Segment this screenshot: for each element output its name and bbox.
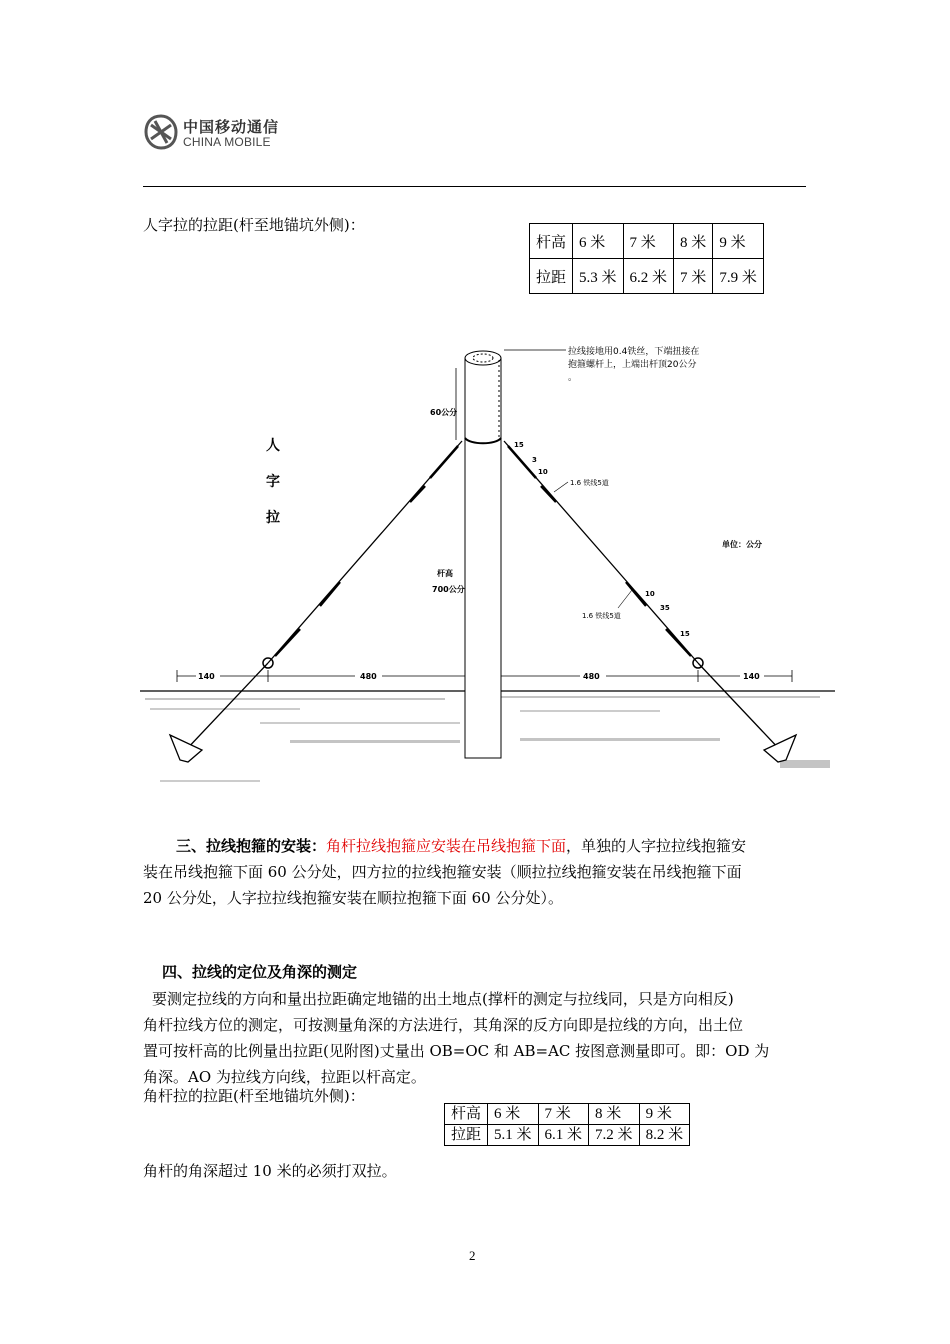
side-label-char3: 拉 (266, 510, 280, 526)
china-mobile-logo-icon (143, 113, 179, 151)
section4-line1: 要测定拉线的方向和量出拉距确定地锚的出土地点(撑杆的测定与拉线同，只是方向相反) (152, 990, 734, 1008)
table-cell: 拉距 (445, 1125, 488, 1146)
renzi-pull-diagram (140, 330, 835, 800)
table-cell: 7 米 (538, 1104, 589, 1125)
side-label-char1: 人 (266, 438, 280, 454)
double-pull-note: 角杆的角深超过 10 米的必须打双拉。 (143, 1162, 397, 1180)
section3-line3: 20 公分处，人字拉拉线抱箍安装在顺拉抱箍下面 60 公分处）。 (143, 889, 563, 907)
wire-label-top-arrow (554, 482, 568, 492)
section4-line4: 角深。AO 为拉线方向线，拉距以杆高定。 (143, 1068, 426, 1086)
table-cell: 7.2 米 (589, 1125, 640, 1146)
table-cell: 5.1 米 (488, 1125, 539, 1146)
table-cell: 6.1 米 (538, 1125, 589, 1146)
section4-paragraph (143, 986, 813, 1090)
dim-140-left: 140 (198, 672, 215, 681)
table-cell: 6 米 (488, 1104, 539, 1125)
right-anchor (764, 735, 796, 762)
table-cell: 8 米 (589, 1104, 640, 1125)
left-anchor (170, 735, 202, 762)
dim-15-bottom: 15 (680, 630, 690, 638)
section3-red-text: 角杆拉线抱箍应安装在吊线抱箍下面 (326, 837, 567, 855)
table-cell: 拉距 (530, 259, 573, 294)
table-row (445, 1104, 690, 1125)
logo-english-text: CHINA MOBILE (183, 135, 271, 149)
table-cell: 9 米 (639, 1104, 690, 1125)
corner-pull-caption: 角杆拉的拉距(杆至地锚坑外侧)： (143, 1087, 365, 1105)
dim-140-right: 140 (743, 672, 760, 681)
left-guy-wire (184, 441, 462, 752)
dim-35: 35 (660, 604, 670, 612)
section3-line2: 装在吊线抱箍下面 60 公分处，四方拉的拉线抱箍安装（顺拉拉线抱箍安装在吊线抱箍下面 (143, 863, 742, 881)
table-row (445, 1125, 690, 1146)
renzi-pull-table (529, 223, 764, 294)
table-cell: 杆高 (530, 224, 573, 259)
page-number: 2 (469, 1248, 476, 1263)
table-cell: 7 米 (623, 224, 674, 259)
section4-title: 四、拉线的定位及角深的测定 (162, 963, 358, 981)
dim-10-top: 10 (538, 468, 548, 476)
wire-label-bottom: 1.6 铁线5道 (582, 612, 621, 620)
dim-10-bottom: 10 (645, 590, 655, 598)
table-row (530, 259, 764, 294)
table-cell: 7.9 米 (713, 259, 764, 294)
ground-wire-note-line3: 。 (568, 373, 578, 383)
section4-line2: 角杆拉线方位的测定，可按测量角深的方法进行，其角深的反方向即是拉线的方向，出土位 (143, 1016, 744, 1034)
side-label-char2: 字 (266, 474, 280, 490)
renzi-pull-caption: 人字拉的拉距(杆至地锚坑外侧)： (143, 216, 365, 234)
wire-label-top: 1.6 铁线5道 (570, 479, 609, 487)
section3-paragraph (143, 833, 813, 911)
section3-line1-tail: ，单独的人字拉拉线抱箍安 (566, 837, 747, 855)
header-divider (143, 186, 806, 187)
wire-label-bottom-arrow (618, 590, 632, 608)
table-cell: 8.2 米 (639, 1125, 690, 1146)
table-row (530, 224, 764, 259)
table-cell: 8 米 (674, 224, 713, 259)
table-cell: 7 米 (674, 259, 713, 294)
pole-height-value: 700公分 (432, 585, 465, 594)
table-cell: 9 米 (713, 224, 764, 259)
dim-60-label: 60公分 (430, 408, 458, 417)
table-cell: 杆高 (445, 1104, 488, 1125)
table-cell: 6.2 米 (623, 259, 674, 294)
pole-height-label: 杆高 (437, 569, 453, 578)
china-mobile-logo (143, 113, 303, 153)
dim-480-right: 480 (583, 672, 600, 681)
logo-chinese-text: 中国移动通信 (183, 118, 280, 136)
section3-title: 三、拉线抱箍的安装： (176, 837, 327, 855)
ground-wire-note-line1: 拉线接地用0.4铁丝，下端扭接在 (568, 347, 700, 357)
right-guy-wire (504, 441, 782, 752)
unit-label: 单位：公分 (722, 540, 762, 549)
table-cell: 6 米 (573, 224, 624, 259)
table-cell: 5.3 米 (573, 259, 624, 294)
section3-line1 (143, 833, 813, 859)
dim-3: 3 (532, 456, 537, 464)
pole (465, 351, 501, 758)
dim-15-top: 15 (514, 441, 524, 449)
corner-pull-table (444, 1103, 690, 1146)
dim-480-left: 480 (360, 672, 377, 681)
ground-wire-note-line2: 抱箍螺杆上，上端出杆顶20公分 (568, 360, 697, 370)
section4-line3: 置可按杆高的比例量出拉距(见附图)丈量出 OB=OC 和 AB=AC 按图意测量即可。即：OD 为 (143, 1042, 770, 1060)
